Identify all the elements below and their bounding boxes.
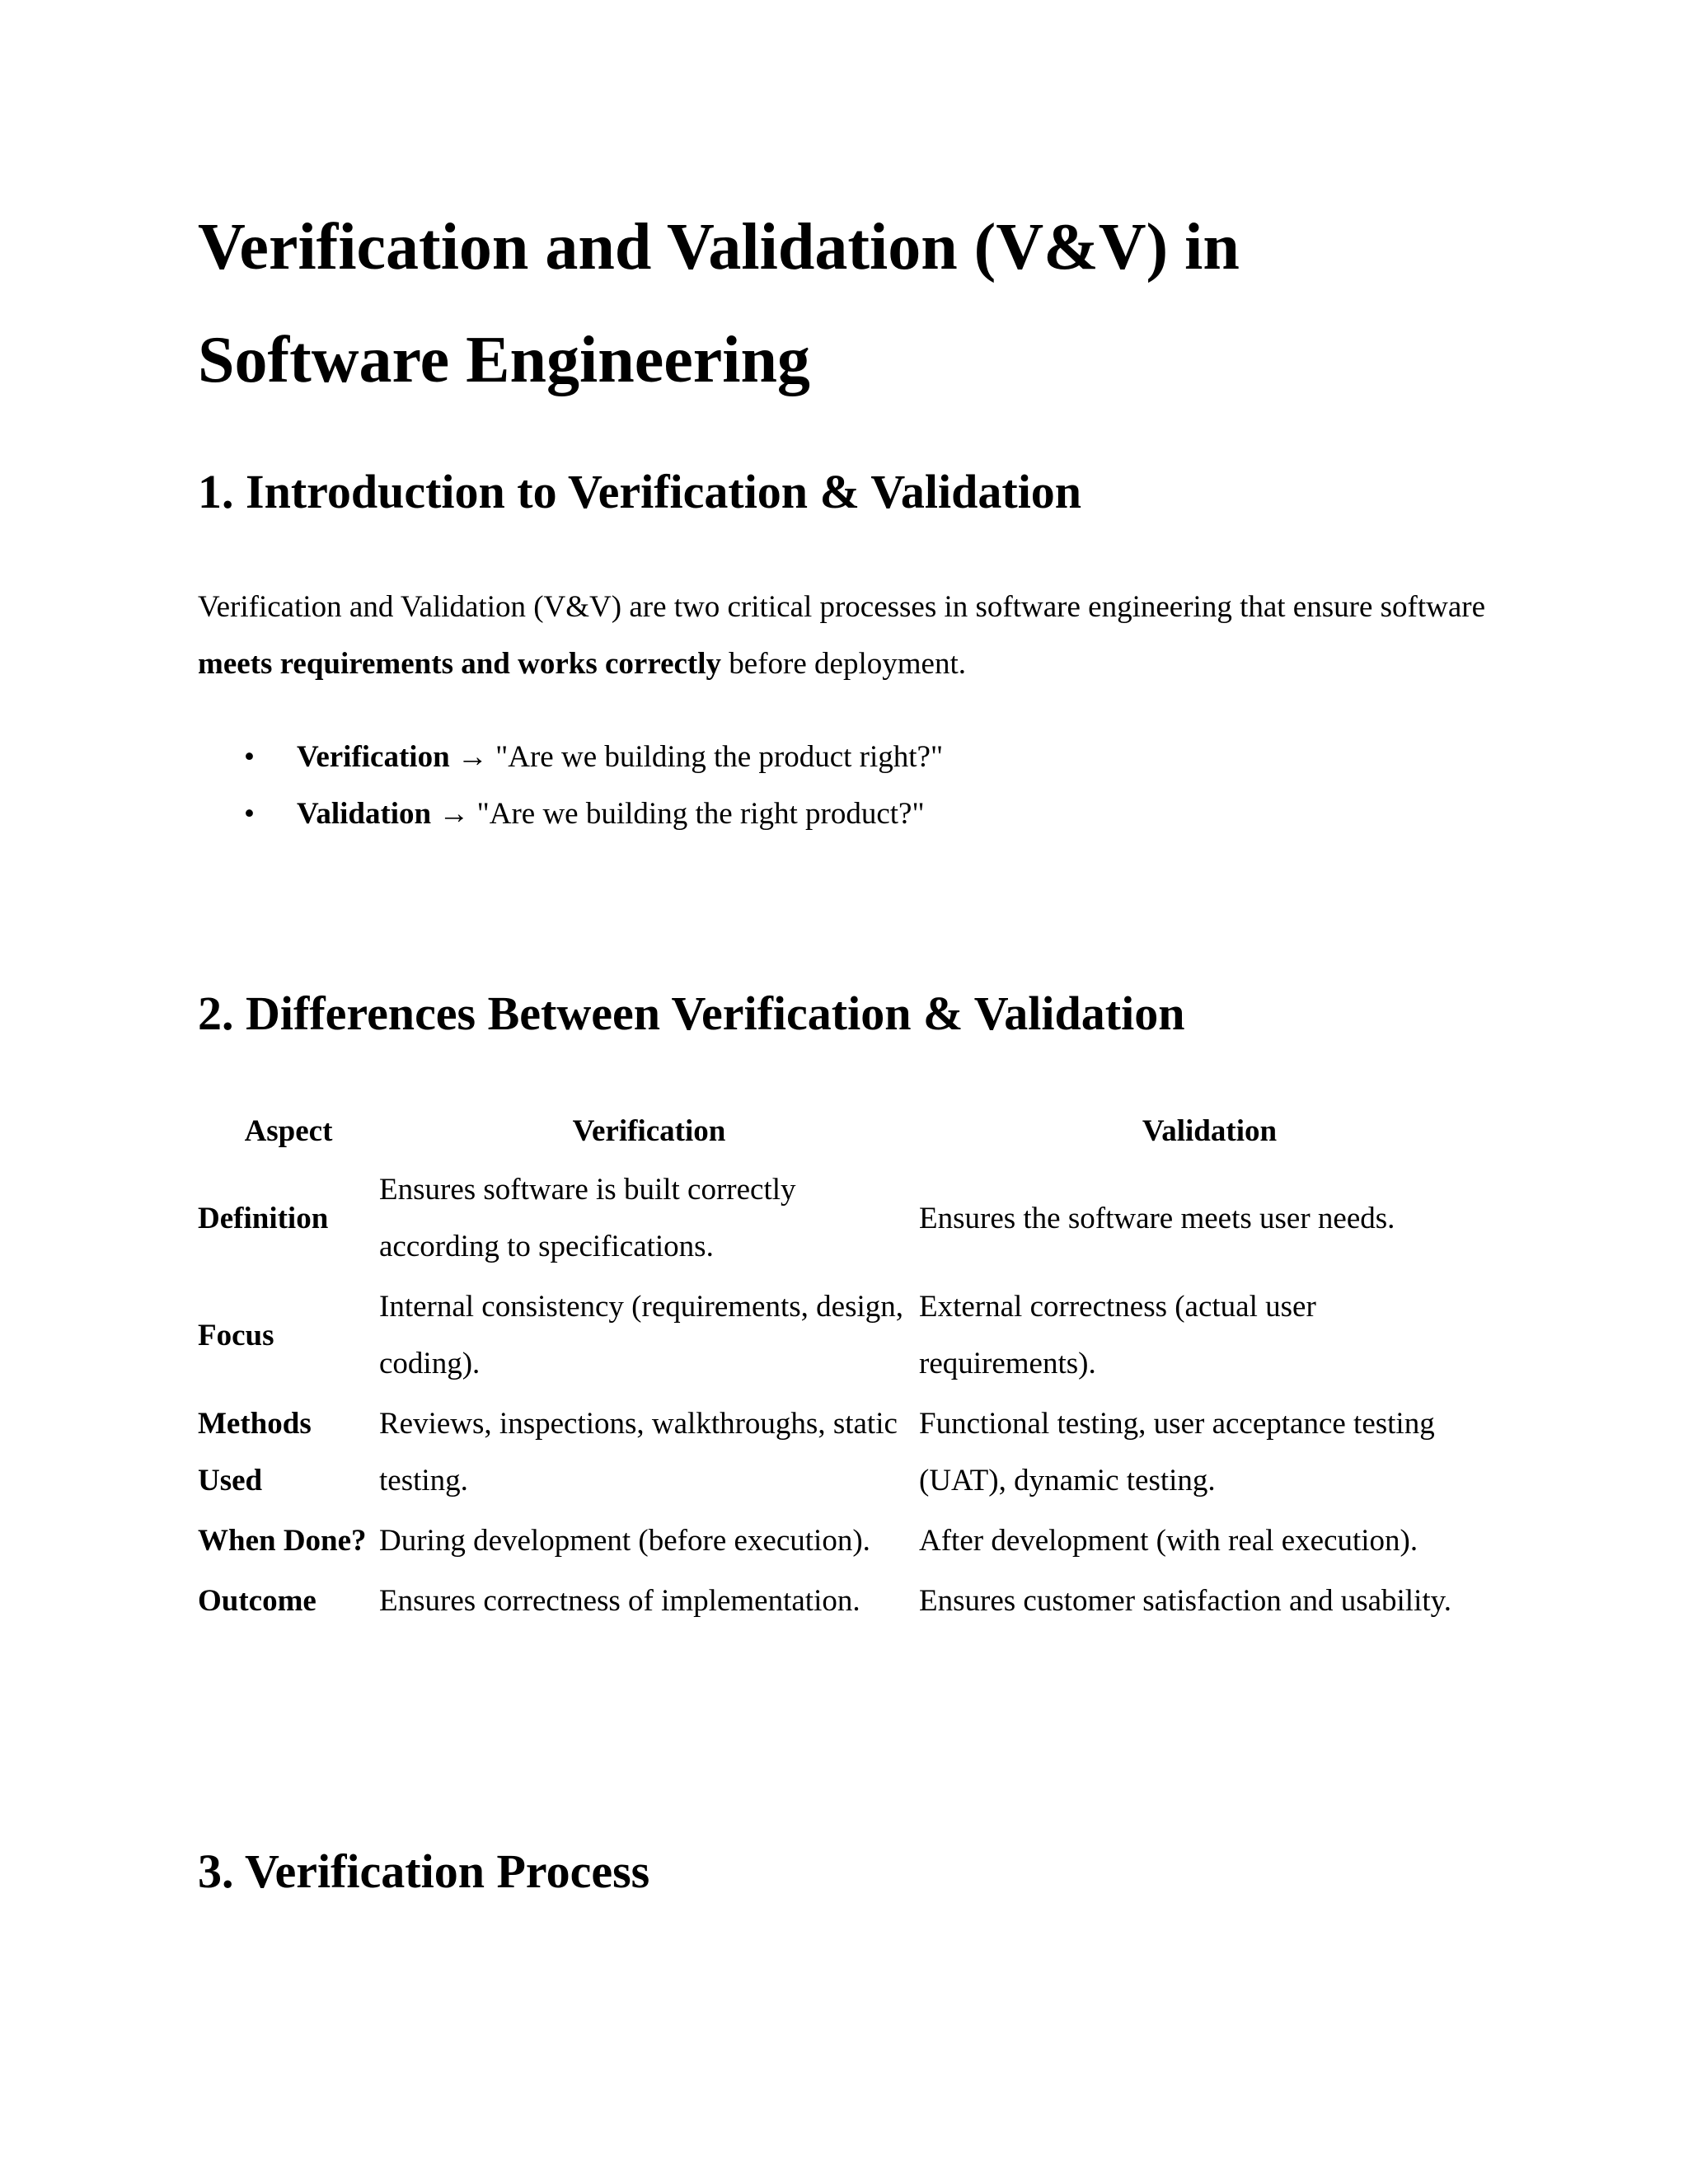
column-header-validation: Validation [1142, 1114, 1278, 1148]
definition-list [198, 729, 943, 842]
bullet-icon: • [244, 740, 255, 774]
intro-text-after: before deployment. [721, 647, 966, 681]
table-cell-verification: Internal consistency (requirements, design, coding). [379, 1290, 903, 1380]
table-cell-aspect: Focus [198, 1318, 274, 1352]
list-item [198, 729, 943, 785]
list-item-text: "Are we building the product right?" [495, 740, 944, 774]
table-cell-validation: Functional testing, user acceptance testing (UAT), dynamic testing. [919, 1407, 1435, 1497]
column-header-verification: Verification [572, 1114, 726, 1148]
column-header-aspect: Aspect [244, 1114, 333, 1148]
table-row [198, 1571, 1500, 1631]
comparison-table [198, 1103, 1500, 1631]
table-cell-aspect: When Done? [198, 1524, 367, 1558]
list-item-arrow: → [449, 740, 496, 774]
table-row [198, 1511, 1500, 1571]
table-cell-validation: After development (with real execution). [919, 1524, 1418, 1558]
table-cell-validation: Ensures customer satisfaction and usability. [919, 1584, 1451, 1618]
table-cell-aspect: Outcome [198, 1584, 316, 1618]
table-cell-aspect: Methods Used [198, 1407, 312, 1497]
bullet-icon: • [244, 797, 255, 831]
table-cell-verification: Ensures correctness of implementation. [379, 1584, 860, 1618]
table-row [198, 1394, 1500, 1511]
list-item-arrow: → [431, 797, 477, 831]
table-cell-verification: During development (before execution). [379, 1524, 870, 1558]
list-item-text: "Are we building the right product?" [476, 797, 925, 831]
section-2-heading: 2. Differences Between Verification & Validation [198, 987, 1185, 1040]
table-cell-validation: Ensures the software meets user needs. [919, 1201, 1395, 1235]
intro-text-bold: meets requirements and works correctly [198, 647, 722, 681]
list-item-term: Verification [297, 740, 450, 774]
intro-paragraph [198, 579, 1500, 692]
section-3-heading: 3. Verification Process [198, 1844, 650, 1898]
table-cell-aspect: Definition [198, 1201, 329, 1235]
table-row [198, 1277, 1500, 1394]
section-1-heading: 1. Introduction to Verification & Validation [198, 465, 1082, 518]
table-cell-verification: Ensures software is built correctly according to specifications. [379, 1173, 796, 1263]
table-row [198, 1160, 1500, 1277]
intro-text-before: Verification and Validation (V&V) are two critical processes in software engineering that ensure software [198, 590, 1486, 624]
list-item-term: Validation [297, 797, 432, 831]
table-cell-verification: Reviews, inspections, walkthroughs, static testing. [379, 1407, 898, 1497]
list-item [198, 785, 943, 842]
document-title: Verification and Validation (V&V) in Software Engineering [198, 211, 1240, 396]
table-cell-validation: External correctness (actual user requirements). [919, 1290, 1316, 1380]
table-header-row [198, 1103, 1500, 1160]
